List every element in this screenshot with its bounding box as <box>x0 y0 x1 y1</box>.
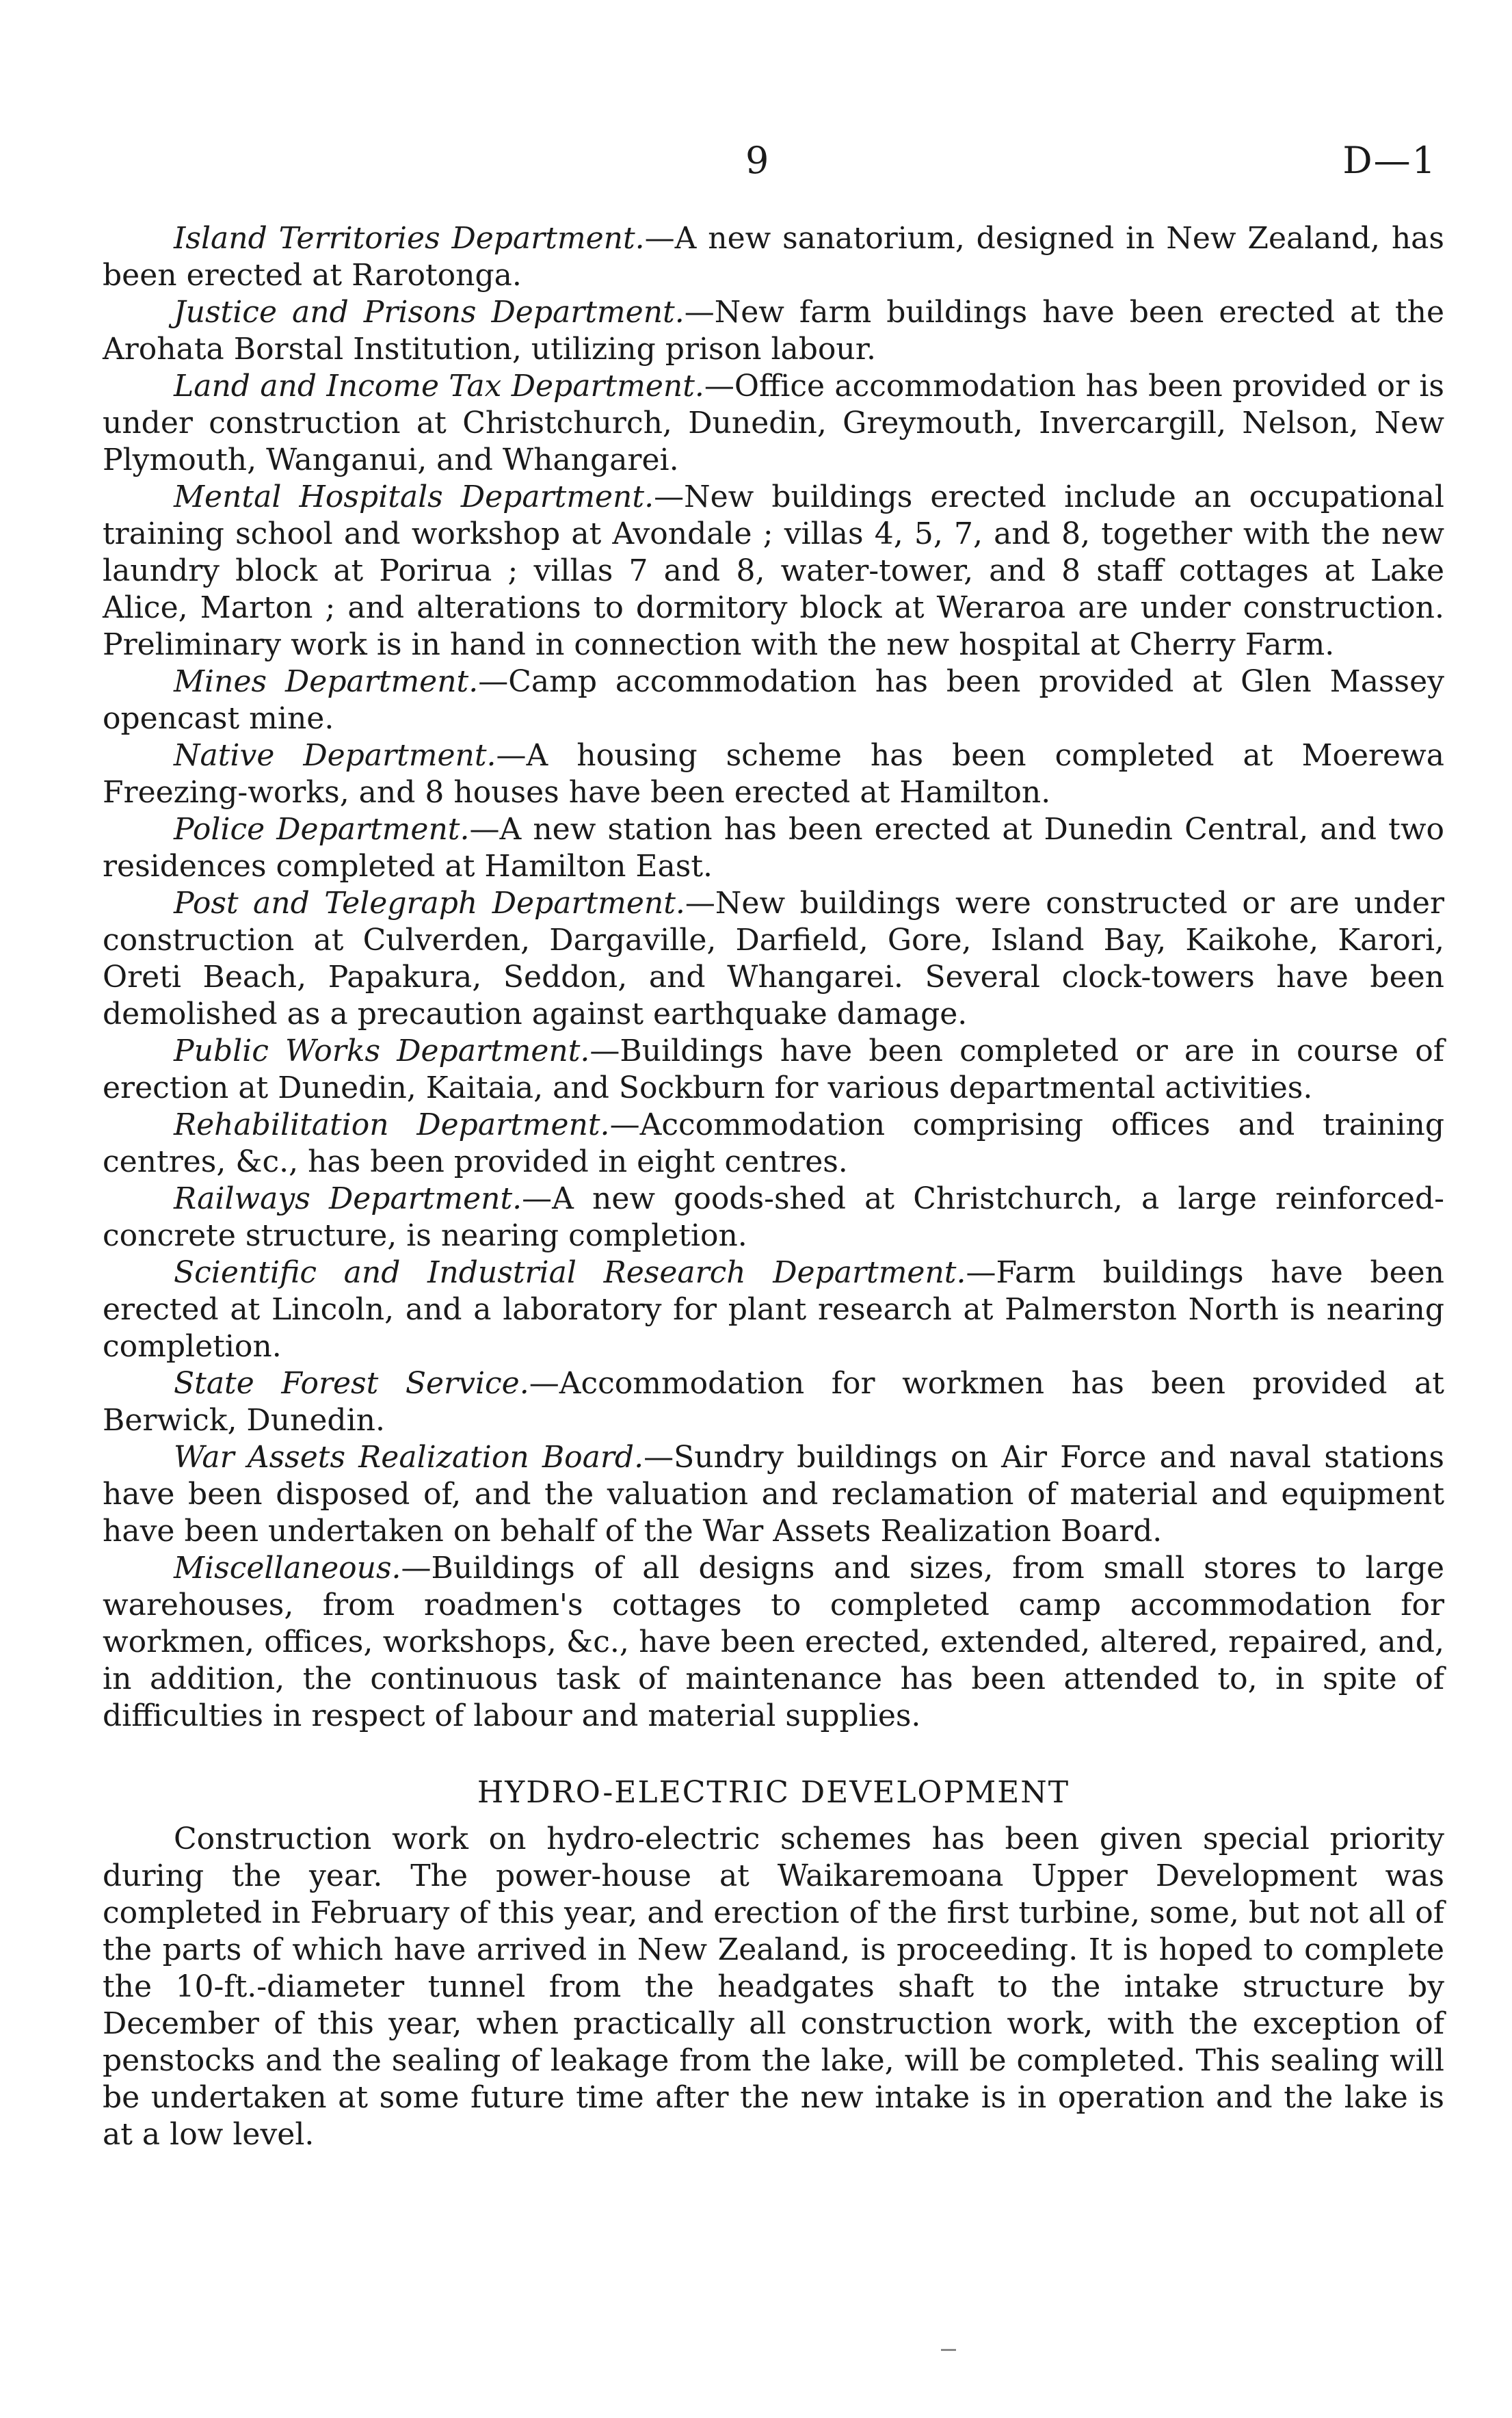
paragraph-text: —New buildings erected include an occupational training school and workshop at Avondale ; villas 4, 5, 7, and 8, together with the new laundry block at Porirua ; villas 7 and 8, water-tower, and 8 staff cottages at Lake Alice, Marton ; and alterations to dormitory block at Weraroa are under construction. Preliminary work is in hand in connection with the new hospital at Cherry Farm. <box>103 479 1444 662</box>
paragraph-text: —Sundry buildings on Air Force and naval stations have been disposed of, and the valuation and reclamation of material and equipment have been undertaken on behalf of the War Assets Realization Board. <box>103 1440 1444 1549</box>
department-name: Land and Income Tax Department. <box>174 369 704 404</box>
paragraph-native <box>103 737 1444 811</box>
paragraph-scientific-industrial <box>103 1254 1444 1365</box>
paragraph-text: —Camp accommodation has been provided at Glen Massey opencast mine. <box>103 664 1444 736</box>
document-code: D—1 <box>1342 139 1437 182</box>
paragraph-text: —A new goods-shed at Christchurch, a large reinforced-concrete structure, is nearing completion. <box>103 1181 1444 1253</box>
department-name: Miscellaneous. <box>174 1551 401 1586</box>
paragraph-state-forest <box>103 1365 1444 1439</box>
department-name: Rehabilitation Department. <box>174 1107 610 1142</box>
paragraph-island-territories <box>103 220 1444 294</box>
paragraph-miscellaneous <box>103 1550 1444 1735</box>
department-name: Mines Department. <box>174 664 479 699</box>
paragraph-text: —New farm buildings have been erected at the Arohata Borstal Institution, utilizing prison labour. <box>103 295 1444 367</box>
department-name: Native Department. <box>174 738 496 773</box>
paragraph-text: —Farm buildings have been erected at Lincoln, and a laboratory for plant research at Palmerston North is nearing completion. <box>103 1255 1444 1364</box>
department-name: State Forest Service. <box>174 1366 529 1401</box>
department-name: Police Department. <box>174 812 470 847</box>
department-name: Post and Telegraph Department. <box>174 886 685 921</box>
paragraph-police <box>103 811 1444 885</box>
department-name: Public Works Department. <box>174 1034 590 1068</box>
paragraph-justice-prisons <box>103 294 1444 368</box>
paragraph-mental-hospitals <box>103 479 1444 663</box>
department-name: War Assets Realization Board. <box>174 1440 644 1475</box>
section-body-paragraph: Construction work on hydro-electric schemes has been given special priority during the year. The power-house at Waikaremoana Upper Development was completed in February of this year, and erection of the first turbine, some, but not all of the parts of which have arrived in New Zealand, is proceeding. It is hoped to complete the 10-ft.-diameter tunnel from the headgates shaft to the intake structure by December of this year, when practically all construction work, with the exception of penstocks and the sealing of leakage from the lake, will be completed. This sealing will be undertaken at some future time after the new intake is in operation and the lake is at a low level. <box>103 1822 1444 2152</box>
department-name: Scientific and Industrial Research Department. <box>174 1255 966 1290</box>
paragraph-text: —A new station has been erected at Dunedin Central, and two residences completed at Hamilton East. <box>103 812 1444 884</box>
paragraph-land-income-tax <box>103 368 1444 479</box>
paragraph-text: —Office accommodation has been provided or is under construction at Christchurch, Dunedin, Greymouth, Invercargill, Nelson, New Plymouth, Wanganui, and Whangarei. <box>103 369 1444 477</box>
section-heading: HYDRO-ELECTRIC DEVELOPMENT <box>477 1775 1070 1810</box>
body-text <box>103 220 1444 2153</box>
department-name: Mental Hospitals Department. <box>174 479 654 514</box>
paragraph-post-telegraph <box>103 885 1444 1033</box>
footer-mark <box>941 2349 956 2351</box>
paragraph-text: —A new sanatorium, designed in New Zealand, has been erected at Rarotonga. <box>103 221 1444 293</box>
paragraph-text: —A housing scheme has been completed at Moerewa Freezing-works, and 8 houses have been erected at Hamilton. <box>103 738 1444 810</box>
page-number: 9 <box>745 139 769 182</box>
paragraph-railways <box>103 1181 1444 1254</box>
department-name: Railways Department. <box>174 1181 522 1216</box>
paragraph-text: —Accommodation for workmen has been provided at Berwick, Dunedin. <box>103 1366 1444 1438</box>
department-name: Justice and Prisons Department. <box>174 295 685 330</box>
paragraph-text: —Accommodation comprising offices and training centres, &c., has been provided in eight centres. <box>103 1107 1444 1179</box>
paragraph-public-works <box>103 1033 1444 1107</box>
paragraph-text: —Buildings of all designs and sizes, from small stores to large warehouses, from roadmen's cottages to completed camp accommodation for workmen, offices, workshops, &c., have been erected, extended, altered, repaired, and, in addition, the continuous task of maintenance has been attended to, in spite of difficulties in respect of labour and material supplies. <box>103 1551 1444 1733</box>
paragraph-mines <box>103 663 1444 737</box>
paragraph-war-assets <box>103 1439 1444 1550</box>
paragraph-rehabilitation <box>103 1107 1444 1181</box>
paragraph-text: —New buildings were constructed or are under construction at Culverden, Dargaville, Darfield, Gore, Island Bay, Kaikohe, Karori, Oreti Beach, Papakura, Seddon, and Whangarei. Several clock-towers have been demolished as a precaution against earthquake damage. <box>103 886 1444 1031</box>
department-name: Island Territories Department. <box>174 221 645 256</box>
paragraph-text: —Buildings have been completed or are in course of erection at Dunedin, Kaitaia, and Sockburn for various departmental activities. <box>103 1034 1445 1105</box>
